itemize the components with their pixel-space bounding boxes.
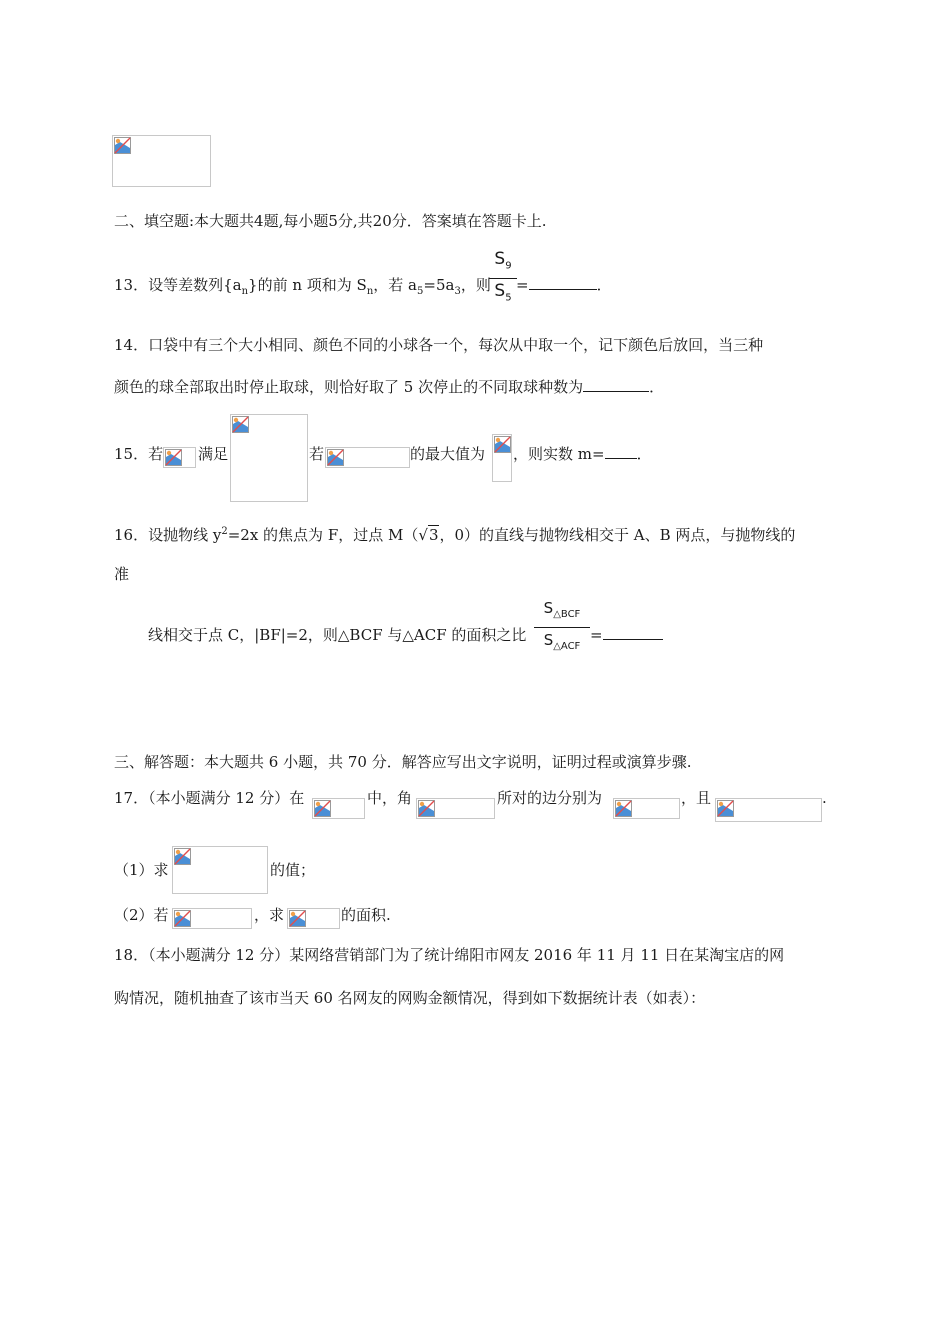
question-14-line-2: 颜色的球全部取出时停止取球，则恰好取了 5 次停止的不同取球种数为 ． — [114, 378, 665, 396]
question-17-part-2-c: 的面积. — [341, 906, 391, 924]
question-17-text-5: . — [822, 789, 827, 807]
broken-image — [172, 846, 268, 894]
broken-image-icon — [717, 800, 734, 817]
question-17-text-1: 17．（本小题满分 12 分）在 — [114, 789, 305, 807]
broken-image — [715, 798, 822, 822]
broken-image-icon — [114, 137, 131, 154]
question-17-part-2-b: ，求 — [254, 906, 285, 924]
broken-image-icon — [165, 449, 182, 466]
broken-image — [112, 135, 211, 187]
question-17-part-1-a: （1）求 — [114, 861, 169, 879]
question-17-text-4: ，且 — [681, 789, 712, 807]
broken-image-icon — [327, 449, 344, 466]
broken-image — [287, 908, 340, 929]
question-18-line-2: 购情况，随机抽查了该市当天 60 名网友的网购金额情况，得到如下数据统计表（如表）： — [114, 989, 706, 1007]
section-heading-3: 三、解答题：本大题共 6 小题，共 70 分．解答应写出文字说明，证明过程或演算步骤. — [114, 753, 692, 771]
question-17-part-2-a: （2）若 — [114, 906, 169, 924]
question-15-text-1: 15．若 — [114, 445, 164, 463]
fraction-area-ratio: $S_{\triangle BCF}$ $S_{\triangle ACF}$ — [534, 597, 590, 658]
broken-image-icon — [615, 800, 632, 817]
broken-image — [492, 434, 512, 482]
broken-image — [613, 798, 680, 819]
answer-blank-13: = ． — [516, 276, 612, 294]
broken-image — [172, 908, 252, 929]
question-15-text-2: 满足 — [198, 445, 229, 463]
question-17-text-3: 所对的边分别为 — [497, 789, 603, 807]
broken-image — [163, 447, 196, 468]
broken-image — [325, 447, 410, 468]
broken-image-icon — [418, 800, 435, 817]
question-15-text-5: ，则实数 m= ． — [513, 445, 652, 463]
sqrt-expression: √3 — [418, 526, 439, 544]
broken-image-icon — [494, 436, 511, 453]
question-16-line-1: 16．设抛物线 $y^2=2x$ 的焦点为 F，过点 M（√3，0）的直线与抛物线相交于 A、B 两点，与抛物线的 — [114, 526, 796, 544]
fraction-s9-s5: $S_9$ $S_5$ — [489, 248, 517, 310]
broken-image — [312, 798, 365, 819]
broken-image — [230, 414, 308, 502]
question-18-line-1: 18．（本小题满分 12 分）某网络营销部门为了统计绵阳市网友 2016 年 11 月 11 日在某淘宝店的网 — [114, 946, 785, 964]
question-17-text-2: 中，角 — [367, 789, 413, 807]
broken-image-icon — [174, 848, 191, 865]
question-15-text-3: 若 — [309, 445, 325, 463]
answer-blank-16: = — [590, 625, 663, 645]
section-heading-2: 二、填空题:本大题共4题,每小题5分,共20分．答案填在答题卡上. — [114, 212, 547, 230]
question-16-line-3: 线相交于点 C，|BF|=2，则△BCF 与△ACF 的面积之比 — [148, 626, 527, 644]
broken-image-icon — [314, 800, 331, 817]
broken-image-icon — [232, 416, 249, 433]
question-15-text-4: 的最大值为 — [410, 445, 486, 463]
broken-image-icon — [174, 910, 191, 927]
broken-image — [416, 798, 495, 819]
question-16-line-2: 准 — [114, 565, 130, 583]
broken-image-icon — [289, 910, 306, 927]
question-13: 13．设等差数列$\{a_n\}$的前 n 项和为 $S_n$，若 $a_5=5a_3$，则 — [114, 276, 491, 297]
question-14-line-1: 14．口袋中有三个大小相同、颜色不同的小球各一个，每次从中取一个，记下颜色后放回，当三种 — [114, 336, 764, 354]
question-17-part-1-b: 的值； — [270, 861, 316, 879]
